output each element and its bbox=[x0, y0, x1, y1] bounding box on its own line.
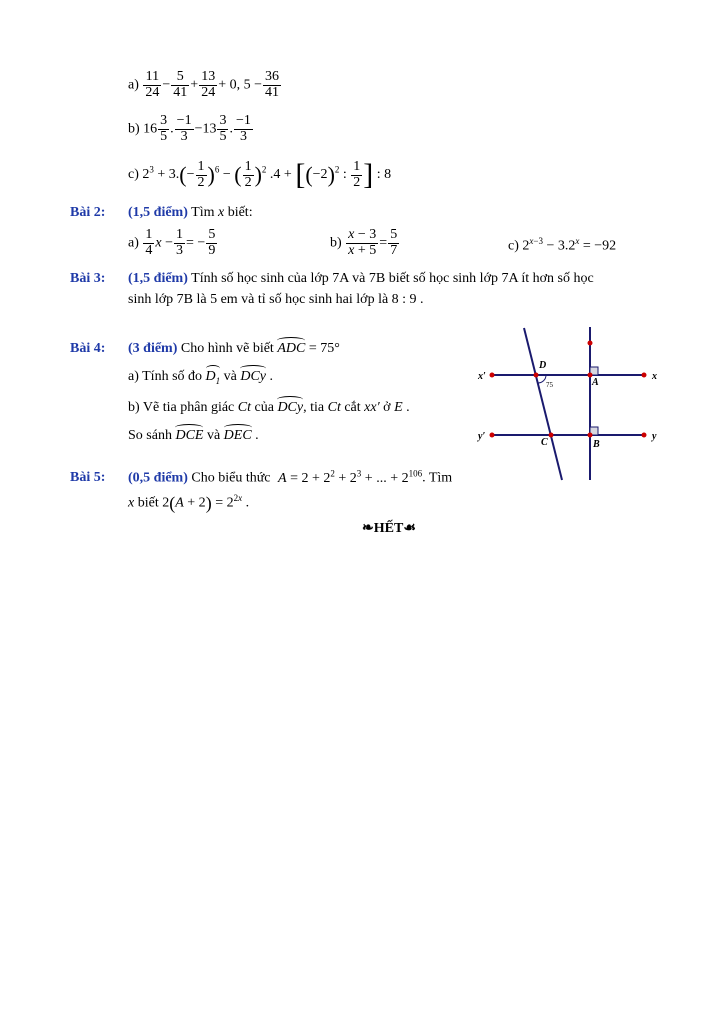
bai2-label: Bài 2: bbox=[70, 205, 106, 220]
bai4-compare: So sánh DCE và DEC . bbox=[128, 424, 259, 444]
point-y-prime bbox=[490, 433, 495, 438]
end-marker: ❧HẾT☙ bbox=[362, 521, 416, 536]
label-a: A bbox=[592, 377, 599, 388]
bai2-heading: (1,5 điểm) Tìm x biết: bbox=[128, 205, 253, 220]
geometry-figure bbox=[476, 325, 696, 485]
bai2-part-a: a) $\frac{1}{4}$ x − $\frac{1}{3}$ = − $\frac{5}{9}$ bbox=[128, 227, 216, 258]
bai4-part-b: b) Vẽ tia phân giác Ct của DCy, tia Ct cắt xx′ ở E . bbox=[128, 396, 410, 416]
bai1-part-a: a) $\frac{11}{24}$ − $\frac{5}{41}$ + $\frac{13}{24}$ + 0, 5 − $\frac{36}{41}$ bbox=[128, 69, 279, 100]
label-b: B bbox=[593, 439, 600, 450]
line-transversal-dc bbox=[524, 328, 562, 480]
bai1-part-c: c) $2^3 + 3.(-$ $\frac{1}{2}$ )$^6$ − ( $\frac{1}{2}$ )$^2$ $.4 + [(-2)^2$ : $\frac{1}{2}$ ] : 8 bbox=[128, 158, 392, 191]
label-x-prime: x′ bbox=[478, 371, 486, 382]
label-c: C bbox=[541, 437, 548, 448]
point-x bbox=[642, 373, 647, 378]
bai2-part-c: c) $2^{x-3} - 3.2^x = -92$ bbox=[508, 236, 617, 254]
label-x: x bbox=[652, 371, 657, 382]
bai5-line1: (0,5 điểm) Cho biểu thức $A = 2 + 2^2 + 2^3$ + ... + $2^{106}$. Tìm bbox=[128, 468, 453, 486]
point-c bbox=[549, 433, 554, 438]
label-y-prime: y′ bbox=[478, 431, 486, 442]
angle-arc-d bbox=[538, 375, 546, 383]
ornament-right-icon: ☙ bbox=[403, 521, 416, 536]
bai5-line2: x biết $2(A + 2) = 2^{2x}$ . bbox=[128, 493, 250, 513]
label-d: D bbox=[539, 360, 547, 371]
bai4-label: Bài 4: bbox=[70, 341, 106, 356]
bai2-part-b: b) $\frac{x - 3}{x + 5}$ = $\frac{5}{7}$ bbox=[330, 227, 398, 258]
bai1-part-b: b) 16 $\frac{3}{5}$ . $\frac{-1}{3}$ −13 $\frac{3}{5}$ . $\frac{-1}{3}$ bbox=[128, 113, 251, 144]
label-y: y bbox=[652, 431, 657, 442]
bai5-label: Bài 5: bbox=[70, 470, 106, 485]
ornament-left-icon: ❧ bbox=[362, 521, 374, 536]
point-top bbox=[588, 341, 593, 346]
label-angle: 75 bbox=[546, 381, 553, 389]
point-y bbox=[642, 433, 647, 438]
bai4-intro: (3 điểm) Cho hình vẽ biết ADC = 75° bbox=[128, 337, 340, 357]
point-b bbox=[588, 433, 593, 438]
bai3-label: Bài 3: bbox=[70, 271, 106, 286]
bai3-line1: (1,5 điểm) Tính số học sinh của lớp 7A và 7B biết số học sinh lớp 7A ít hơn số học bbox=[128, 271, 594, 286]
bai3-line2: sinh lớp 7B là 5 em và tỉ số học sinh hai lớp là 8 : 9 . bbox=[128, 292, 424, 307]
bai4-part-a: a) Tính số đo $D_1$ và DCy . bbox=[128, 365, 273, 386]
point-d bbox=[534, 373, 539, 378]
point-x-prime bbox=[490, 373, 495, 378]
